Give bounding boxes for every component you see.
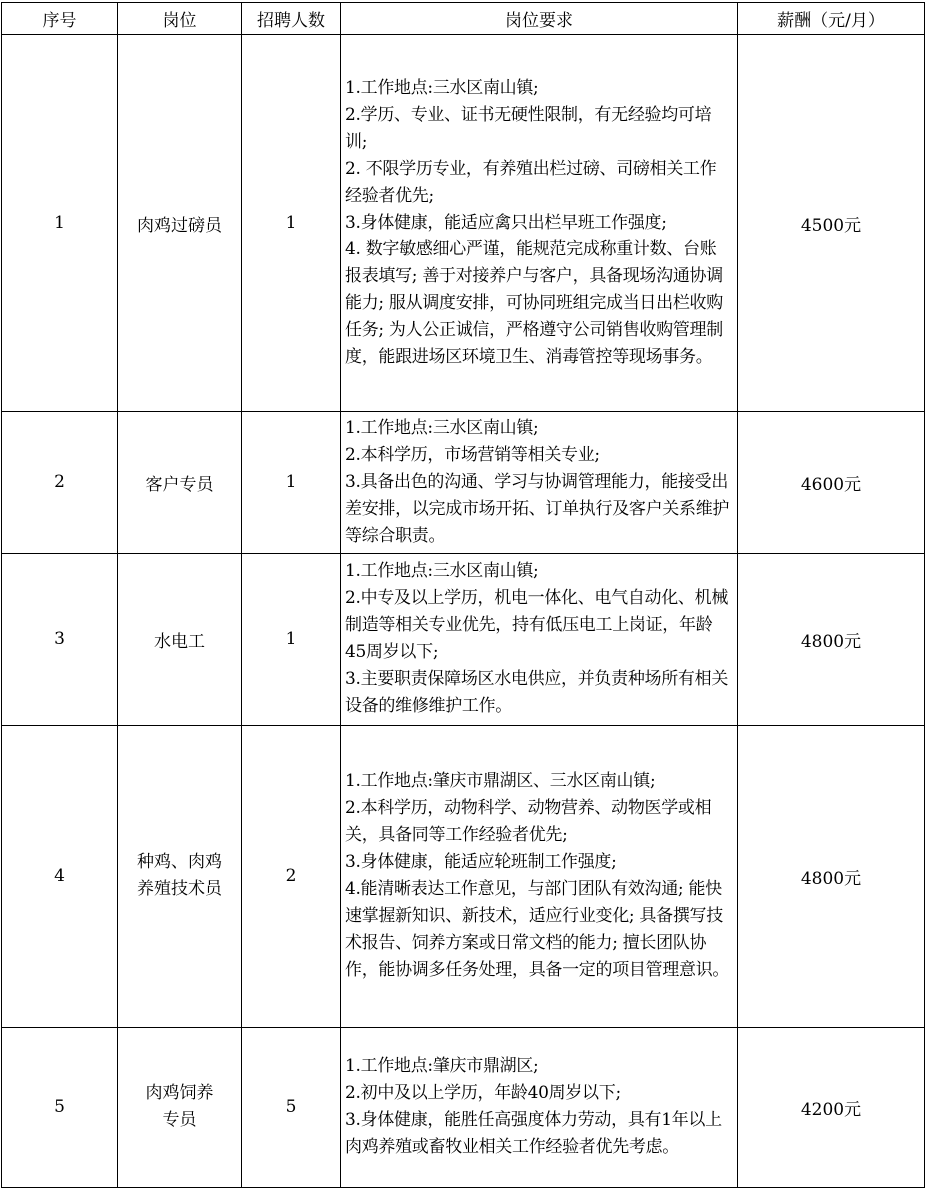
row-salary: 4600元 — [738, 412, 925, 554]
row-salary: 4200元 — [738, 1027, 925, 1187]
requirement-line: 3.具备出色的沟通、学习与协调管理能力，能接受出差安排，以完成市场开拓、订单执行及客户关系维护等综合职责。 — [345, 471, 730, 546]
header-headcount: 招聘人数 — [242, 3, 341, 35]
header-row — [2, 3, 925, 35]
table-row — [2, 1027, 925, 1187]
row-index: 3 — [2, 553, 118, 725]
row-salary: 4800元 — [738, 725, 925, 1027]
requirement-line: 2. 不限学历专业，有养殖出栏过磅、司磅相关工作经验者优先; — [345, 158, 717, 206]
header-index: 序号 — [2, 3, 118, 35]
requirement-line: 1.工作地点:三水区南山镇; — [345, 561, 539, 582]
row-salary: 4800元 — [738, 553, 925, 725]
recruitment-table — [1, 2, 925, 1188]
row-position: 客户专员 — [118, 412, 242, 554]
requirement-line: 2.本科学历，市场营销等相关专业; — [345, 444, 600, 465]
requirement-line: 3.身体健康，能适应轮班制工作强度; — [345, 852, 617, 873]
table-row — [2, 412, 925, 554]
row-headcount: 1 — [242, 35, 341, 412]
row-headcount: 5 — [242, 1027, 341, 1187]
row-headcount: 2 — [242, 725, 341, 1027]
row-headcount: 1 — [242, 412, 341, 554]
row-index: 4 — [2, 725, 118, 1027]
requirement-line: 2.本科学历，动物科学、动物营养、动物医学或相关，具备同等工作经验者优先; — [345, 798, 712, 846]
row-salary: 4500元 — [738, 35, 925, 412]
requirement-line: 3.身体健康，能胜任高强度体力劳动，具有1年以上肉鸡养殖或畜牧业相关工作经验者优先考虑。 — [345, 1110, 722, 1157]
row-requirements — [341, 35, 738, 412]
table-row — [2, 725, 925, 1027]
row-index: 1 — [2, 35, 118, 412]
row-position: 肉鸡饲养专员 — [118, 1027, 242, 1187]
row-position: 水电工 — [118, 553, 242, 725]
header-salary: 薪酬（元/月） — [738, 3, 925, 35]
table-row — [2, 553, 925, 725]
requirement-line: 1.工作地点:三水区南山镇; — [345, 78, 539, 99]
row-position: 种鸡、肉鸡养殖技术员 — [118, 725, 242, 1027]
row-index: 2 — [2, 412, 118, 554]
requirement-line: 1.工作地点:三水区南山镇; — [345, 418, 539, 438]
row-headcount: 1 — [242, 553, 341, 725]
requirement-line: 2.中专及以上学历，机电一体化、电气自动化、机械制造等相关专业优先，持有低压电工上岗证，年龄45周岁以下; — [345, 588, 729, 663]
requirement-line: 1.工作地点:肇庆市鼎湖区; — [345, 1056, 539, 1077]
requirement-line: 2.初中及以上学历，年龄40周岁以下; — [345, 1083, 621, 1104]
row-requirements — [341, 412, 738, 554]
requirement-line: 2.学历、专业、证书无硬性限制，有无经验均可培训; — [345, 104, 712, 152]
row-index: 5 — [2, 1027, 118, 1187]
table-row — [2, 35, 925, 412]
header-position: 岗位 — [118, 3, 242, 35]
requirement-line: 3.身体健康，能适应禽只出栏早班工作强度; — [345, 212, 667, 233]
requirement-line: 1.工作地点:肇庆市鼎湖区、三水区南山镇; — [345, 771, 656, 792]
row-requirements — [341, 553, 738, 725]
requirement-line: 4. 数字敏感细心严谨，能规范完成称重计数、台账报表填写; 善于对接养户与客户，具备现场沟通协调能力; 服从调度安排，可协同班组完成当日出栏收购任务; 为人公正诚信，严格遵守公司销售收购管理制度，能跟进场区环境卫生、消毒管控等现场事务。 — [345, 239, 723, 368]
row-requirements — [341, 725, 738, 1027]
requirement-line: 4.能清晰表达工作意见，与部门团队有效沟通; 能快速掌握新知识、新技术，适应行业变化; 具备撰写技术报告、饲养方案或日常文档的能力; 擅长团队协作，能协调多任务处理，具备一定的项目管理意识。 — [345, 879, 730, 980]
requirement-line: 3.主要职责保障场区水电供应，并负责种场所有相关设备的维修维护工作。 — [345, 668, 729, 716]
row-position: 肉鸡过磅员 — [118, 35, 242, 412]
row-requirements — [341, 1027, 738, 1187]
header-requirements: 岗位要求 — [341, 3, 738, 35]
